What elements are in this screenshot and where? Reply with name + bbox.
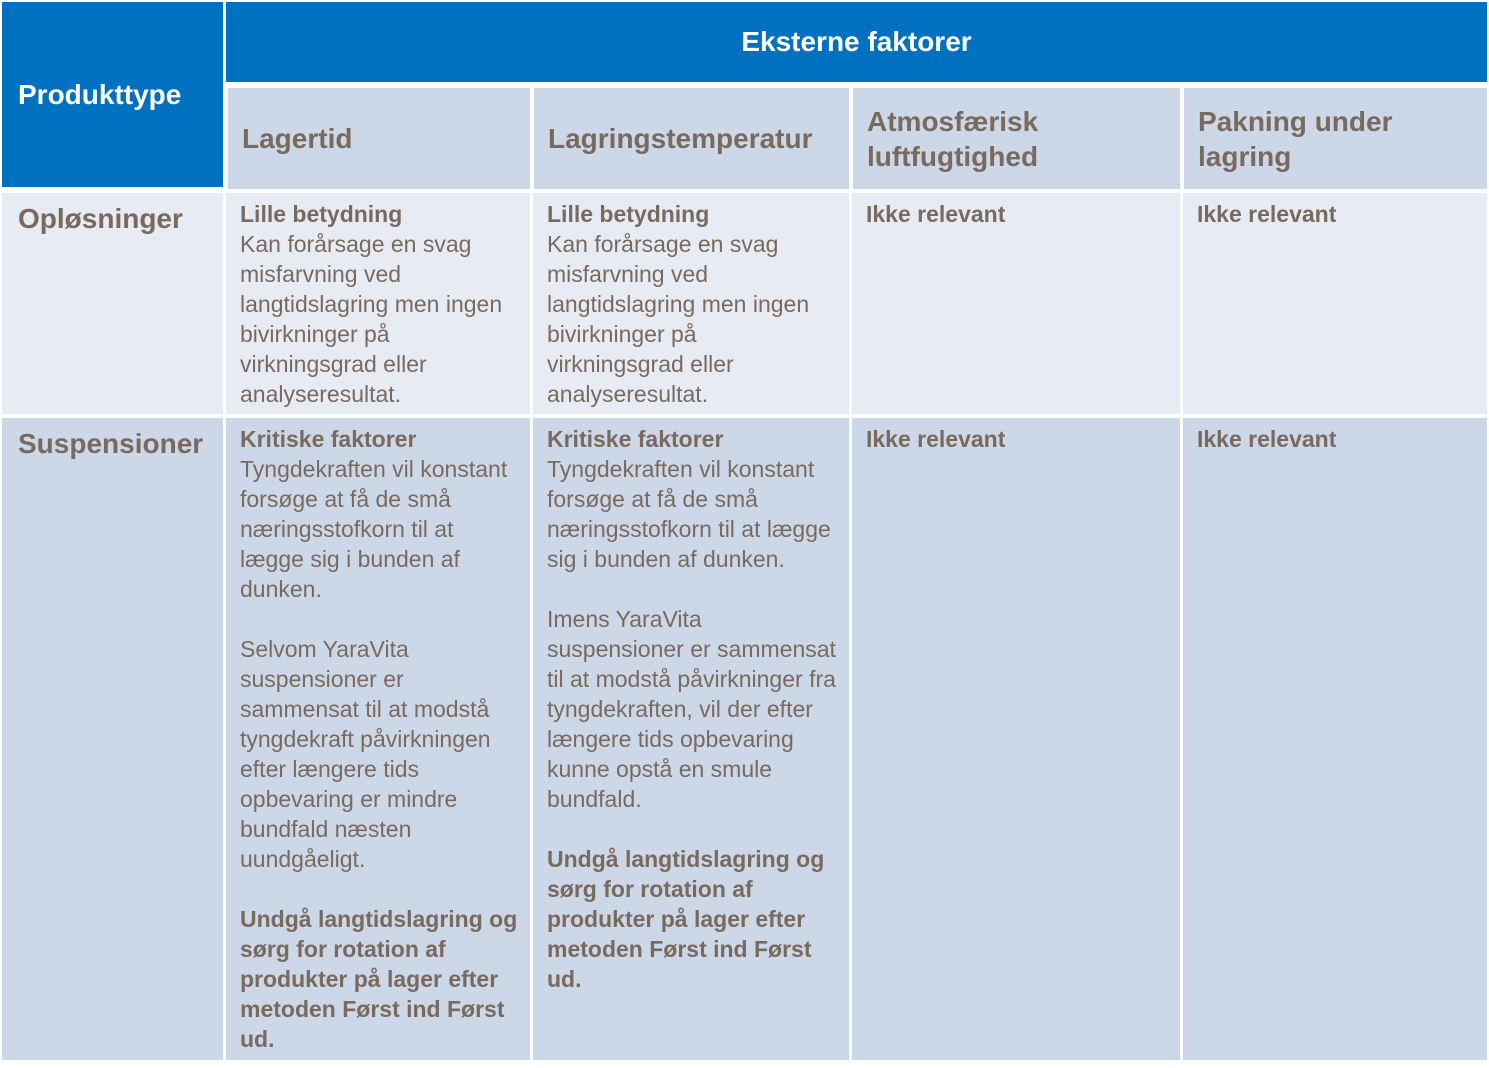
cell-text-2: Imens YaraVita suspensioner er sammensat til at modstå påvirkninger fra tyngdekraften, vil der efter længere tids opbevaring kunne opstå en smule bundfald. (547, 606, 836, 812)
column-header-luftfugtighed (853, 88, 1180, 189)
row-label: Suspensioner (18, 428, 204, 459)
cell-suspensioner-luftfugtighed (852, 418, 1180, 1060)
cell-title: Kritiske faktorer (240, 426, 417, 452)
cell-oploesninger-temperatur (533, 193, 849, 414)
column-header-lagringstemperatur (534, 88, 849, 189)
cell-title: Kritiske faktorer (547, 426, 724, 452)
cell-title: Ikke relevant (866, 201, 1006, 227)
cell-text: Kan forårsage en svag misfarvning ved langtidslagring men ingen bivirkninger på virkningsgrad eller analyseresultat. (240, 231, 503, 407)
header-external-factors-label: Eksterne faktorer (741, 26, 972, 57)
cell-title: Ikke relevant (866, 426, 1006, 452)
column-header-pakning (1184, 88, 1487, 189)
cell-text: Kan forårsage en svag misfarvning ved langtidslagring men ingen bivirkninger på virkningsgrad eller analyseresultat. (547, 231, 810, 407)
header-product-type-label: Produkttype (18, 78, 182, 110)
cell-advice: Undgå langtidslagring og sørg for rotation af produkter på lager efter metoden Først ind Først ud. (240, 906, 518, 1052)
cell-title: Ikke relevant (1197, 426, 1337, 452)
cell-suspensioner-lagertid (226, 418, 530, 1060)
cell-title: Ikke relevant (1197, 201, 1337, 227)
column-header-lagertid (228, 88, 530, 189)
column-header-label: Lagertid (242, 123, 353, 154)
cell-title: Lille betydning (547, 201, 710, 227)
cell-suspensioner-pakning (1183, 418, 1487, 1060)
cell-text-2: Selvom YaraVita suspensioner er sammensat til at modstå tyngdekraft påvirkningen efter længere tids opbevaring er mindre bundfald næsten uundgåeligt. (240, 636, 491, 872)
row-label-suspensioner (2, 418, 223, 1060)
cell-oploesninger-lagertid (226, 193, 530, 414)
cell-title: Lille betydning (240, 201, 403, 227)
cell-suspensioner-temperatur (533, 418, 849, 1060)
column-header-label: Lagringstemperatur (548, 123, 813, 154)
row-label: Opløsninger (18, 203, 183, 234)
cell-text: Tyngdekraften vil konstant forsøge at få de små næringsstofkorn til at lægge sig i bunden af dunken. (547, 456, 831, 572)
row-label-oploesninger (2, 193, 223, 414)
cell-oploesninger-luftfugtighed (852, 193, 1180, 414)
cell-text: Tyngdekraften vil konstant forsøge at få de små næringsstofkorn til at lægge sig i bunden af dunken. (240, 456, 508, 602)
header-product-type (2, 2, 223, 187)
column-header-label: Pakning under lagring (1198, 105, 1393, 172)
cell-oploesninger-pakning (1183, 193, 1487, 414)
column-header-label: Atmosfærisk luftfugtighed (867, 105, 1039, 172)
header-external-factors (226, 2, 1487, 82)
cell-advice: Undgå langtidslagring og sørg for rotation af produkter på lager efter metoden Først ind Først ud. (547, 846, 825, 992)
